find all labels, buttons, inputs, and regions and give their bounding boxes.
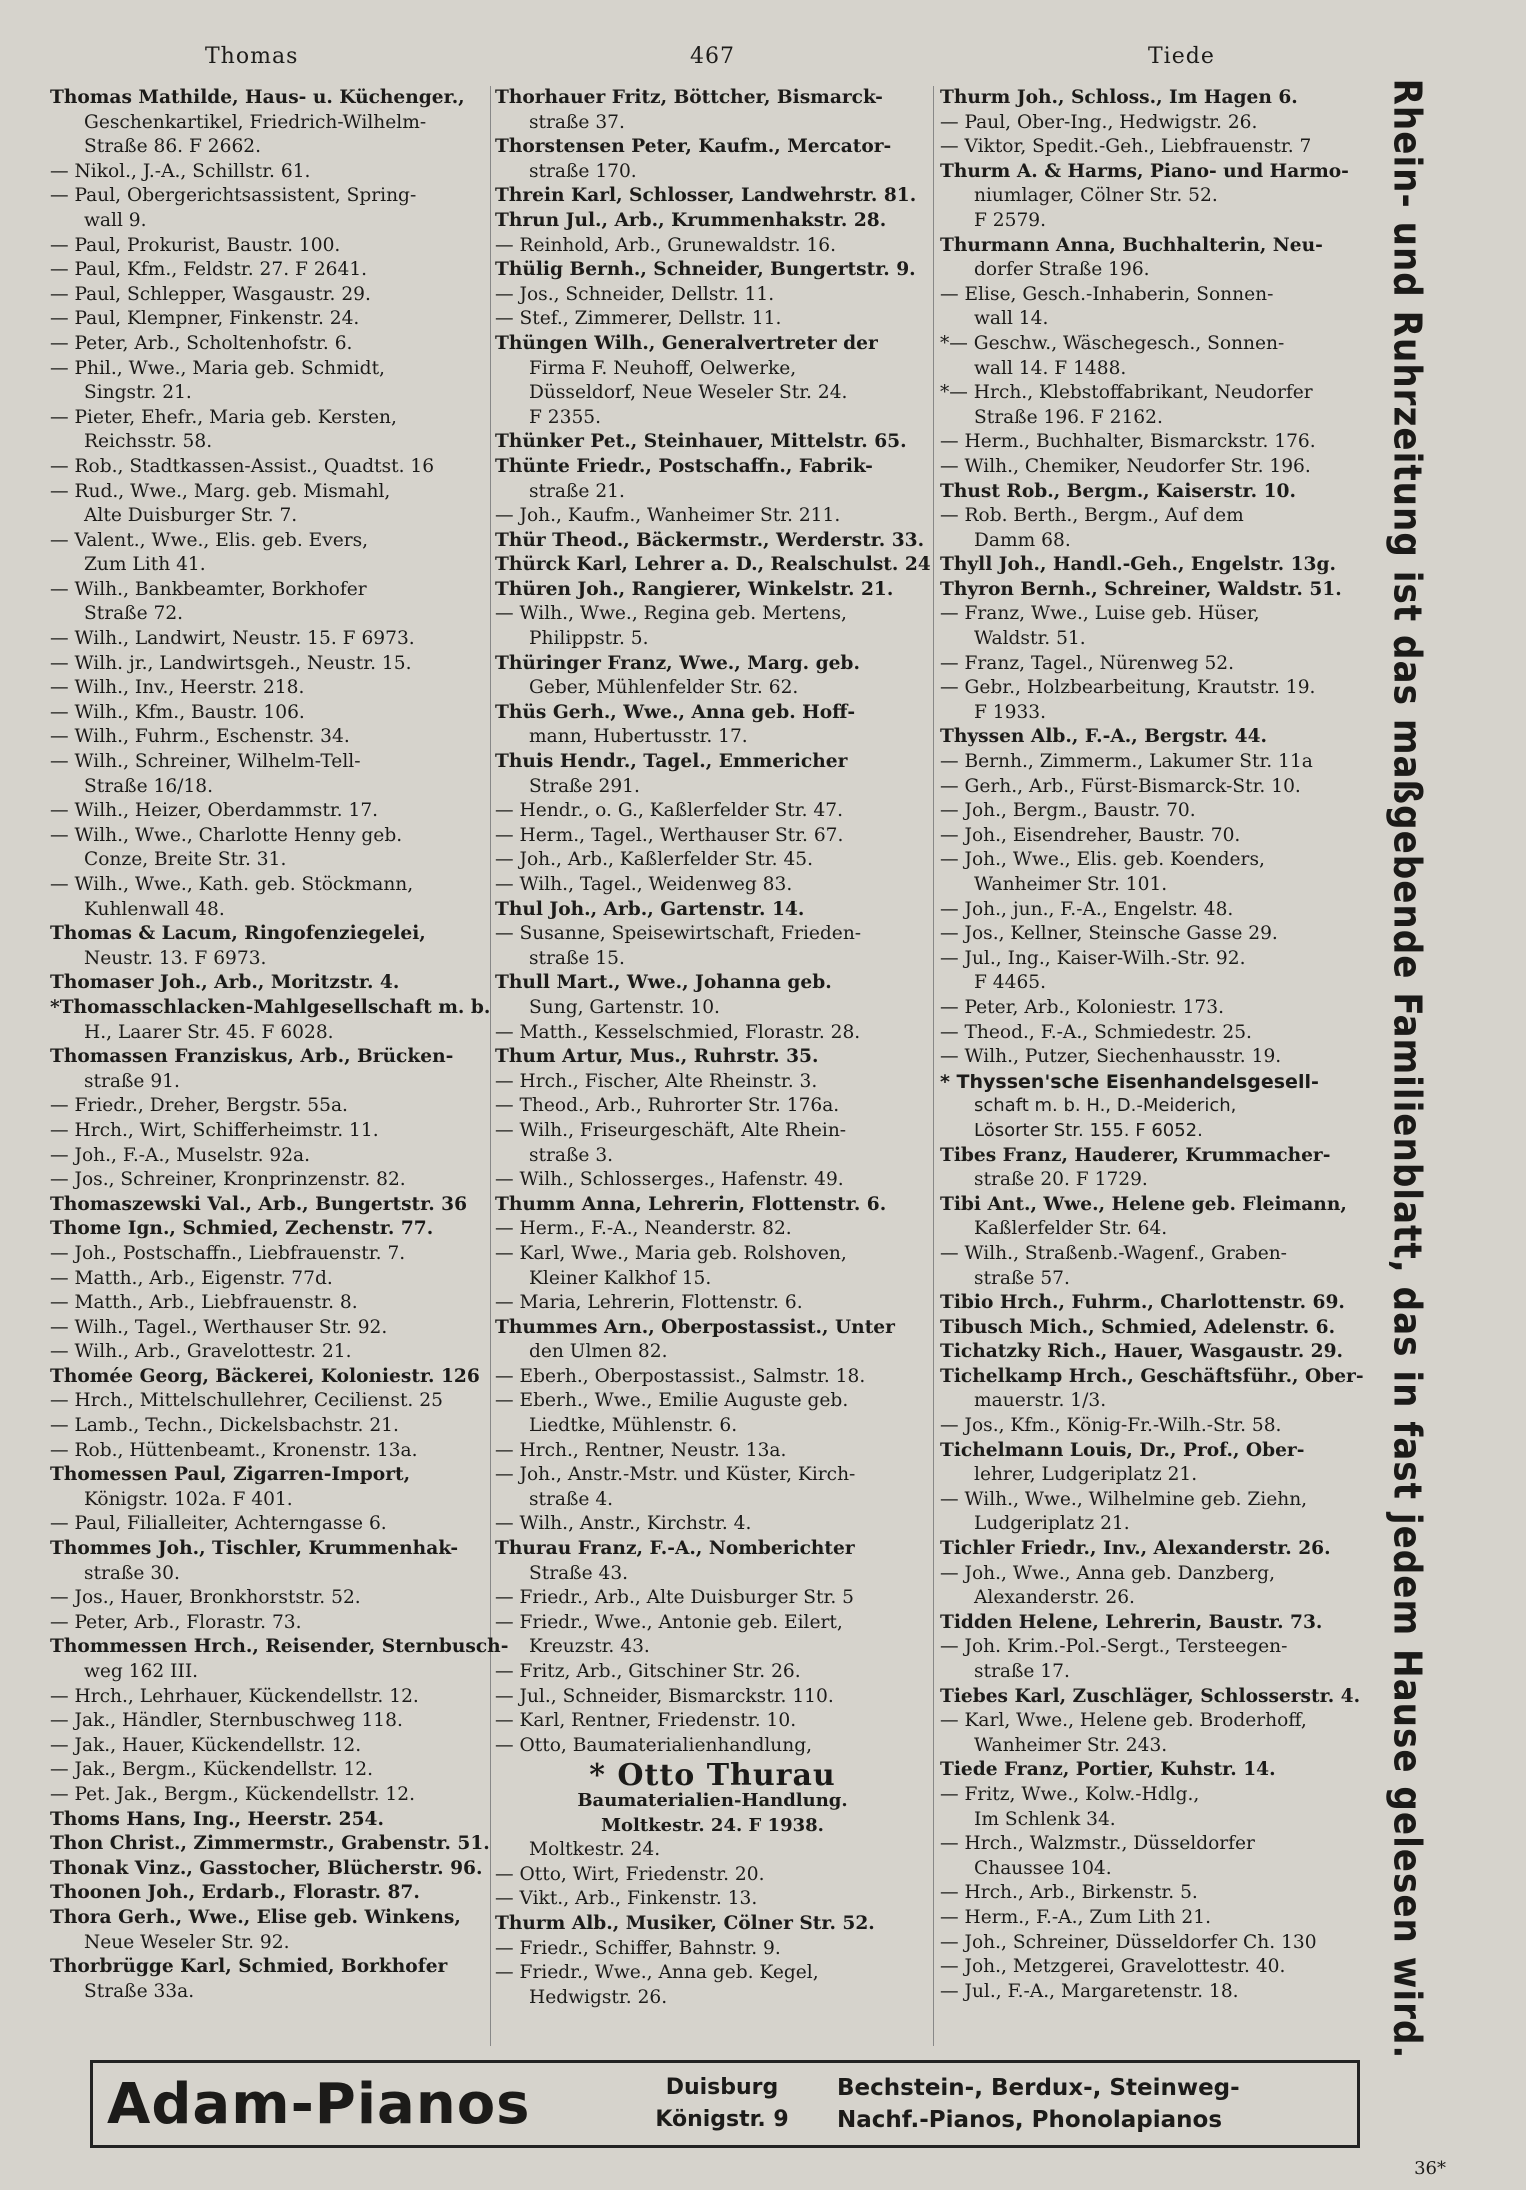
directory-entry-line: — Paul, Kfm., Feldstr. 27. F 2641. [50, 259, 368, 281]
directory-entry-line: Waldstr. 51. [974, 628, 1086, 650]
directory-entry-head: Thommessen Hrch., Reisender, Sternbusch- [50, 1636, 509, 1658]
directory-entry-line: Kuhlenwall 48. [84, 898, 225, 920]
directory-entry-head: Tiebes Karl, Zuschläger, Schlosserstr. 4. [940, 1685, 1361, 1707]
directory-entry-line: — Viktor, Spedit.-Geh., Liebfrauenstr. 7 [940, 136, 1312, 158]
directory-entry-line: — Phil., Wwe., Maria geb. Schmidt, [50, 357, 385, 379]
directory-entry-head: Tichelkamp Hrch., Geschäftsführ., Ober- [940, 1365, 1364, 1387]
directory-entry-line: — Jul., Schneider, Bismarckstr. 110. [495, 1685, 834, 1707]
directory-entry-line: — Joh., F.-A., Muselstr. 92a. [50, 1144, 311, 1166]
directory-entry-head: Thull Mart., Wwe., Johanna geb. [495, 972, 832, 994]
directory-entry-line: — Reinhold, Arb., Grunewaldstr. 16. [495, 234, 837, 256]
directory-entry-line: — Nikol., J.-A., Schillstr. 61. [50, 160, 311, 182]
directory-entry-line: Neue Weseler Str. 92. [84, 1931, 290, 1953]
directory-entry-line: — Joh., Kaufm., Wanheimer Str. 211. [495, 505, 841, 527]
directory-entry-line: Conze, Breite Str. 31. [84, 849, 287, 871]
directory-entry-line: — Wilh., Putzer, Siechenhausstr. 19. [940, 1046, 1282, 1068]
directory-entry-line: — Jos., Schneider, Dellstr. 11. [495, 283, 775, 305]
directory-entry-line: lehrer, Ludgeriplatz 21. [974, 1464, 1198, 1486]
directory-entry-line: Firma F. Neuhoff, Oelwerke, [529, 357, 797, 379]
directory-entry-line: — Paul, Klempner, Finkenstr. 24. [50, 308, 360, 330]
directory-entry-line: — Fritz, Wwe., Kolw.-Hdlg., [940, 1783, 1200, 1805]
directory-entry-head: Tidden Helene, Lehrerin, Baustr. 73. [940, 1611, 1323, 1633]
directory-entry-line: — Wilh., Schlosserges., Hafenstr. 49. [495, 1169, 844, 1191]
directory-entry-head: *Thomasschlacken-Mahlgesellschaft m. b. [50, 996, 491, 1018]
directory-entry-line: dorfer Straße 196. [974, 259, 1150, 281]
directory-column-2 [495, 86, 930, 2010]
directory-entry-head: Tichler Friedr., Inv., Alexanderstr. 26. [940, 1538, 1331, 1560]
directory-entry-line: — Friedr., Wwe., Antonie geb. Eilert, [495, 1611, 843, 1633]
directory-entry-line: Kleiner Kalkhof 15. [529, 1267, 712, 1289]
directory-entry-line: — Joh., Anstr.-Mstr. und Küster, Kirch- [495, 1464, 856, 1486]
directory-entry-line: — Paul, Filialleiter, Achterngasse 6. [50, 1513, 387, 1535]
directory-entry-line: — Peter, Arb., Koloniestr. 173. [940, 996, 1225, 1018]
ad-contact: Moltkestr. 24. F 1938. [601, 1814, 824, 1836]
directory-entry-head: Tichatzky Rich., Hauer, Wasgaustr. 29. [940, 1341, 1344, 1363]
directory-entry-line: — Otto, Wirt, Friedenstr. 20. [495, 1863, 765, 1885]
directory-entry-head: Tibio Hrch., Fuhrm., Charlottenstr. 69. [940, 1292, 1345, 1314]
directory-entry-head: Thon Christ., Zimmermstr., Grabenstr. 51. [50, 1833, 490, 1855]
directory-entry-line: — Jak., Bergm., Kückendellstr. 12. [50, 1759, 374, 1781]
directory-entry-line: straße 91. [84, 1070, 180, 1092]
directory-entry-line: — Friedr., Wwe., Anna geb. Kegel, [495, 1962, 819, 1984]
directory-entry-line: — Rob., Stadtkassen-Assist., Quadtst. 16 [50, 455, 435, 477]
directory-entry-line: — Wilh., Straßenb.-Wagenf., Graben- [940, 1242, 1287, 1264]
directory-entry-line: — Stef., Zimmerer, Dellstr. 11. [495, 308, 782, 330]
directory-entry-line: — Wilh., Bankbeamter, Borkhofer [50, 578, 367, 600]
directory-entry-line: — Wilh., Arb., Gravelottestr. 21. [50, 1341, 352, 1363]
directory-entry-line: — Vikt., Arb., Finkenstr. 13. [495, 1888, 758, 1910]
directory-entry-line: — Herm., Buchhalter, Bismarckstr. 176. [940, 431, 1316, 453]
directory-entry-line: — Hrch., Fischer, Alte Rheinstr. 3. [495, 1070, 818, 1092]
directory-entry-line: — Paul, Ober-Ing., Hedwigstr. 26. [940, 111, 1258, 133]
directory-entry-line: wall 9. [84, 209, 147, 231]
directory-entry-line: — Wilh., Heizer, Oberdammstr. 17. [50, 800, 379, 822]
directory-entry-line: straße 37. [529, 111, 625, 133]
ad-brands-line-2: Nachf.-Pianos, Phonolapianos [837, 2107, 1223, 2133]
directory-entry-line: — Jos., Kellner, Steinsche Gasse 29. [940, 923, 1278, 945]
directory-entry-line: — Wilh., Anstr., Kirchstr. 4. [495, 1513, 752, 1535]
directory-entry-line: — Herm., Tagel., Werthauser Str. 67. [495, 824, 844, 846]
directory-entry-line: — Gebr., Holzbearbeitung, Krautstr. 19. [940, 677, 1316, 699]
directory-entry-head: Thülig Bernh., Schneider, Bungertstr. 9. [495, 259, 916, 281]
directory-entry-head: Thurm Joh., Schloss., Im Hagen 6. [940, 87, 1298, 108]
directory-entry-line: — Jul., F.-A., Margaretenstr. 18. [940, 1980, 1239, 2002]
directory-entry-head: Thummes Arn., Oberpostassist., Unter [495, 1316, 895, 1338]
directory-entry-line: Neustr. 13. F 6973. [84, 947, 267, 969]
directory-entry-head: Thüren Joh., Rangierer, Winkelstr. 21. [495, 578, 894, 600]
directory-entry-line: — Wilh., Inv., Heerstr. 218. [50, 677, 305, 699]
directory-entry-line: — Joh., Schreiner, Düsseldorfer Ch. 130 [940, 1931, 1317, 1953]
directory-entry-head: Tibi Ant., Wwe., Helene geb. Fleimann, [940, 1193, 1347, 1215]
directory-entry-line: Königstr. 102a. F 401. [84, 1488, 293, 1510]
directory-entry-head: Thoms Hans, Ing., Heerstr. 254. [50, 1808, 384, 1830]
directory-entry-line: — Rud., Wwe., Marg. geb. Mismahl, [50, 480, 391, 502]
directory-entry-line: Reichsstr. 58. [84, 431, 213, 453]
running-head-left: Thomas [205, 44, 299, 69]
directory-entry-line: — Hrch., Wirt, Schifferheimstr. 11. [50, 1119, 379, 1141]
directory-entry-line: Liedtke, Mühlenstr. 6. [529, 1415, 738, 1437]
directory-entry-head: Thust Rob., Bergm., Kaiserstr. 10. [940, 480, 1296, 502]
directory-entry-line: wall 14. [974, 308, 1049, 330]
directory-entry-line: — Paul, Schlepper, Wasgaustr. 29. [50, 283, 371, 305]
directory-entry-line: — Otto, Baumaterialienhandlung, [495, 1734, 813, 1756]
directory-entry-line: — Franz, Wwe., Luise geb. Hüser, [940, 603, 1260, 625]
directory-entry-line: Moltkestr. 24. [529, 1839, 661, 1861]
piano-advertisement [90, 2060, 1360, 2148]
directory-entry-line: straße 3. [529, 1144, 614, 1166]
column-divider [933, 86, 934, 2046]
directory-entry-line: — Joh., jun., F.-A., Engelstr. 48. [940, 898, 1234, 920]
directory-entry-line: *— Hrch., Klebstoffabrikant, Neudorfer [940, 382, 1313, 404]
directory-entry-line: Ludgeriplatz 21. [974, 1513, 1130, 1535]
directory-entry-line: — Wilh., Tagel., Werthauser Str. 92. [50, 1316, 388, 1338]
directory-entry-line: — Joh., Wwe., Elis. geb. Koenders, [940, 849, 1265, 871]
directory-entry-line: — Karl, Wwe., Maria geb. Rolshoven, [495, 1242, 847, 1264]
directory-entry-head: Thorstensen Peter, Kaufm., Mercator- [495, 136, 892, 158]
directory-entry-head: Tiede Franz, Portier, Kuhstr. 14. [940, 1759, 1276, 1781]
directory-entry-line: — Matth., Arb., Eigenstr. 77d. [50, 1267, 333, 1289]
directory-entry-line: Straße 196. F 2162. [974, 406, 1163, 428]
directory-entry-line: — Paul, Prokurist, Baustr. 100. [50, 234, 341, 256]
directory-entry-line: niumlager, Cölner Str. 52. [974, 185, 1218, 207]
directory-entry-line: Straße 291. [529, 775, 640, 797]
directory-entry-head: Thomaser Joh., Arb., Moritzstr. 4. [50, 972, 400, 994]
directory-entry-head: Tichelmann Louis, Dr., Prof., Ober- [940, 1439, 1305, 1461]
directory-entry-line: — Matth., Arb., Liebfrauenstr. 8. [50, 1292, 358, 1314]
directory-entry-head: Thüs Gerh., Wwe., Anna geb. Hoff- [495, 701, 856, 723]
directory-entry-head: Thum Artur, Mus., Ruhrstr. 35. [495, 1046, 819, 1068]
directory-entry-line: — Peter, Arb., Florastr. 73. [50, 1611, 302, 1633]
directory-entry-line: Geschenkartikel, Friedrich-Wilhelm- [84, 111, 427, 133]
ad-title: * Otto Thurau [589, 1758, 836, 1794]
directory-entry-line: — Joh., Metzgerei, Gravelottestr. 40. [940, 1956, 1286, 1978]
directory-entry-line: Zum Lith 41. [84, 554, 206, 576]
directory-entry-line: Lösorter Str. 155. F 6052. [974, 1119, 1203, 1141]
directory-entry-line: Straße 43. [529, 1562, 629, 1584]
directory-entry-head: Thyll Joh., Handl.-Geh., Engelstr. 13g. [940, 554, 1336, 576]
ad-location [627, 2072, 817, 2136]
directory-entry-line: — Wilh., Fuhrm., Eschenstr. 34. [50, 726, 350, 748]
directory-entry-line: — Wilh., Wwe., Kath. geb. Stöckmann, [50, 874, 414, 895]
directory-entry-head: Thurmann Anna, Buchhalterin, Neu- [940, 234, 1323, 256]
directory-entry-line: — Wilh., Wwe., Wilhelmine geb. Ziehn, [940, 1488, 1308, 1510]
directory-entry-line: Straße 16/18. [84, 775, 214, 797]
directory-entry-line: Sung, Gartenstr. 10. [529, 996, 720, 1018]
directory-entry-line: wall 14. F 1488. [974, 357, 1127, 379]
directory-entry-line: — Pieter, Ehefr., Maria geb. Kersten, [50, 406, 397, 428]
directory-entry-line: — Jul., Ing., Kaiser-Wilh.-Str. 92. [940, 947, 1246, 969]
ad-brand: Adam-Pianos [107, 2071, 531, 2137]
directory-entry-line: F 1933. [974, 701, 1047, 723]
directory-entry-line: straße 20. F 1729. [974, 1169, 1148, 1191]
directory-entry-line: Straße 33a. [84, 1980, 195, 2002]
directory-entry-line: — Joh. Krim.-Pol.-Sergt., Tersteegen- [940, 1636, 1288, 1658]
directory-entry-line: — Wilh. jr., Landwirtsgeh., Neustr. 15. [50, 652, 412, 674]
directory-entry-line: — Hrch., Mittelschullehrer, Cecilienst. 25 [50, 1390, 443, 1412]
directory-entry-line: F 2355. [529, 406, 602, 428]
directory-entry-head: Thüringer Franz, Wwe., Marg. geb. [495, 652, 860, 674]
running-head-right: Tiede [1148, 44, 1215, 69]
ad-brands [817, 2072, 1240, 2136]
directory-entry-line: den Ulmen 82. [529, 1341, 668, 1363]
directory-entry-line: — Lamb., Techn., Dickelsbachstr. 21. [50, 1415, 399, 1437]
directory-entry-head: Thomée Georg, Bäckerei, Koloniestr. 126 [50, 1365, 480, 1387]
directory-entry-line: Chaussee 104. [974, 1857, 1112, 1879]
page-number: 467 [690, 44, 735, 69]
directory-entry-line: H., Laarer Str. 45. F 6028. [84, 1021, 334, 1043]
directory-entry-line: — Rob. Berth., Bergm., Auf dem [940, 505, 1244, 527]
directory-entry-line: — Paul, Obergerichtsassistent, Spring- [50, 185, 417, 207]
directory-entry-line: straße 57. [974, 1267, 1070, 1289]
directory-entry-line: mauerstr. 1/3. [974, 1390, 1107, 1412]
directory-entry-line: * Thyssen'sche Eisenhandelsgesell- [940, 1070, 1319, 1093]
directory-entry-line: — Wilh., Schreiner, Wilhelm-Tell- [50, 751, 361, 773]
directory-entry-line: — Friedr., Schiffer, Bahnstr. 9. [495, 1937, 781, 1959]
directory-entry-line: — Hrch., Arb., Birkenstr. 5. [940, 1882, 1198, 1904]
directory-entry-line: — Joh., Wwe., Anna geb. Danzberg, [940, 1562, 1275, 1584]
directory-entry-line: — Fritz, Arb., Gitschiner Str. 26. [495, 1661, 801, 1682]
directory-entry-line: — Franz, Tagel., Nürenweg 52. [940, 652, 1235, 674]
directory-entry-line: — Herm., F.-A., Zum Lith 21. [940, 1906, 1211, 1928]
directory-entry-head: Thonak Vinz., Gasstocher, Blücherstr. 96. [50, 1857, 483, 1879]
directory-entry-line: — Karl, Wwe., Helene geb. Broderhoff, [940, 1710, 1307, 1732]
directory-entry-line: — Jos., Kfm., König-Fr.-Wilh.-Str. 58. [940, 1415, 1282, 1437]
directory-entry-line: — Joh., Postschaffn., Liebfrauenstr. 7. [50, 1242, 406, 1264]
directory-entry-head: Thüngen Wilh., Generalvertreter der [495, 332, 878, 354]
directory-entry-line: Damm 68. [974, 529, 1071, 551]
directory-column-3 [940, 86, 1364, 2004]
directory-entry-line: straße 170. [529, 160, 637, 182]
directory-entry-line: — Karl, Rentner, Friedenstr. 10. [495, 1710, 797, 1732]
directory-entry-head: Thuis Hendr., Tagel., Emmericher [495, 751, 848, 773]
directory-entry-line: Straße 86. F 2662. [84, 136, 262, 158]
directory-entry-head: Thurm Alb., Musiker, Cölner Str. 52. [495, 1912, 875, 1934]
directory-entry-head: Thünte Friedr., Postschaffn., Fabrik- [495, 455, 873, 477]
directory-entry-head: Threin Karl, Schlosser, Landwehrstr. 81. [495, 185, 917, 207]
directory-entry-line: — Valent., Wwe., Elis. geb. Evers, [50, 529, 369, 551]
directory-entry-head: Thomas Mathilde, Haus- u. Küchenger., [50, 87, 465, 108]
directory-entry-line: — Maria, Lehrerin, Flottenstr. 6. [495, 1292, 803, 1314]
directory-entry-line: — Hrch., Rentner, Neustr. 13a. [495, 1439, 787, 1461]
thurau-advertisement [495, 1758, 930, 1838]
directory-entry-line: — Joh., Bergm., Baustr. 70. [940, 800, 1196, 822]
directory-entry-line: — Herm., F.-A., Neanderstr. 82. [495, 1218, 792, 1240]
directory-entry-line: Im Schlenk 34. [974, 1808, 1116, 1830]
directory-entry-head: Thul Joh., Arb., Gartenstr. 14. [495, 898, 805, 920]
directory-entry-line: Alte Duisburger Str. 7. [84, 505, 298, 527]
directory-entry-line: Kreuzstr. 43. [529, 1636, 650, 1658]
directory-entry-head: Thürck Karl, Lehrer a. D., Realschulst. 24 [495, 554, 931, 576]
signature-mark: 36* [1414, 2158, 1446, 2179]
directory-entry-line: F 2579. [974, 209, 1047, 231]
directory-entry-head: Thurau Franz, F.-A., Nomberichter [495, 1538, 855, 1560]
directory-entry-head: Thür Theod., Bäckermstr., Werderstr. 33. [495, 529, 925, 551]
directory-entry-line: — Theod., F.-A., Schmiedestr. 25. [940, 1021, 1252, 1043]
directory-entry-head: Thyssen Alb., F.-A., Bergstr. 44. [940, 726, 1267, 748]
directory-entry-head: Thorbrügge Karl, Schmied, Borkhofer [50, 1956, 448, 1978]
directory-entry-head: Tibes Franz, Hauderer, Krummacher- [940, 1144, 1331, 1166]
directory-entry-line: straße 21. [529, 480, 625, 502]
directory-entry-head: Thomas & Lacum, Ringofenziegelei, [50, 923, 426, 945]
directory-entry-line: — Hendr., o. G., Kaßlerfelder Str. 47. [495, 800, 844, 822]
directory-entry-line: straße 4. [529, 1488, 614, 1510]
directory-entry-head: Thyron Bernh., Schreiner, Waldstr. 51. [940, 578, 1342, 600]
directory-entry-line: — Eberh., Oberpostassist., Salmstr. 18. [495, 1365, 866, 1387]
directory-entry-head: Thomaszewski Val., Arb., Bungertstr. 36 [50, 1193, 468, 1215]
directory-entry-head: Thurm A. & Harms, Piano- und Harmo- [940, 160, 1349, 182]
directory-entry-line: — Gerh., Arb., Fürst-Bismarck-Str. 10. [940, 775, 1301, 797]
directory-entry-head: Thorhauer Fritz, Böttcher, Bismarck- [495, 87, 883, 108]
directory-entry-line: mann, Hubertusstr. 17. [529, 726, 748, 748]
directory-entry-line: — Joh., Eisendreher, Baustr. 70. [940, 824, 1241, 846]
directory-entry-line: Wanheimer Str. 101. [974, 874, 1168, 895]
directory-entry-head: Thünker Pet., Steinhauer, Mittelstr. 65. [495, 431, 907, 453]
directory-entry-line: — Friedr., Dreher, Bergstr. 55a. [50, 1095, 348, 1117]
newspaper-banner [1372, 78, 1442, 2059]
directory-entry-line: Kaßlerfelder Str. 64. [974, 1218, 1168, 1240]
directory-entry-line: — Hrch., Walzmstr., Düsseldorfer [940, 1833, 1255, 1855]
directory-entry-line: — Susanne, Speisewirtschaft, Frieden- [495, 923, 862, 945]
directory-entry-line: straße 17. [974, 1661, 1070, 1682]
directory-entry-line: — Bernh., Zimmerm., Lakumer Str. 11a [940, 751, 1313, 773]
directory-entry-line: — Wilh., Tagel., Weidenweg 83. [495, 874, 793, 895]
directory-entry-line: — Jak., Hauer, Kückendellstr. 12. [50, 1734, 362, 1756]
directory-entry-line: F 4465. [974, 972, 1047, 994]
directory-entry-line: Wanheimer Str. 243. [974, 1734, 1168, 1756]
ad-subtitle: Baumaterialien-Handlung. [577, 1789, 848, 1811]
directory-entry-line: — Wilh., Wwe., Charlotte Henny geb. [50, 824, 403, 846]
directory-entry-line: schaft m. b. H., D.-Meiderich, [974, 1095, 1237, 1117]
directory-entry-line: weg 162 III. [84, 1661, 199, 1682]
directory-entry-line: — Jak., Händler, Sternbuschweg 118. [50, 1710, 403, 1732]
directory-entry-line: — Friedr., Arb., Alte Duisburger Str. 5 [495, 1587, 854, 1609]
ad-brands-line-1: Bechstein-, Berdux-, Steinweg- [837, 2075, 1240, 2101]
directory-entry-line: Straße 72. [84, 603, 184, 625]
directory-entry-line: — Rob., Hüttenbeamt., Kronenstr. 13a. [50, 1439, 418, 1461]
directory-entry-line: — Wilh., Kfm., Baustr. 106. [50, 701, 305, 723]
directory-entry-line: — Jos., Schreiner, Kronprinzenstr. 82. [50, 1169, 406, 1191]
directory-entry-line: — Eberh., Wwe., Emilie Auguste geb. [495, 1390, 849, 1412]
directory-entry-head: Thome Ign., Schmied, Zechenstr. 77. [50, 1218, 434, 1240]
directory-entry-line: — Matth., Kesselschmied, Florastr. 28. [495, 1021, 861, 1043]
directory-entry-line: — Peter, Arb., Scholtenhofstr. 6. [50, 332, 353, 354]
directory-entry-line: — Jos., Hauer, Bronkhorststr. 52. [50, 1587, 361, 1609]
directory-entry-head: Thommes Joh., Tischler, Krummenhak- [50, 1538, 459, 1560]
directory-entry-head: Thomassen Franziskus, Arb., Brücken- [50, 1046, 454, 1068]
directory-entry-line: — Theod., Arb., Ruhrorter Str. 176a. [495, 1095, 840, 1117]
directory-entry-line: Philippstr. 5. [529, 628, 649, 650]
directory-entry-head: Thora Gerh., Wwe., Elise geb. Winkens, [50, 1906, 461, 1928]
directory-entry-line: Hedwigstr. 26. [529, 1986, 668, 2008]
directory-entry-line: straße 15. [529, 947, 625, 969]
directory-entry-head: Tibusch Mich., Schmied, Adelenstr. 6. [940, 1316, 1336, 1338]
banner-text: Rhein- und Ruhrzeitung ist das maßgebende Familienblatt, das in fast jedem Hause gelesen wird. [1385, 78, 1429, 2059]
ad-city: Duisburg [665, 2075, 779, 2100]
directory-entry-line: Alexanderstr. 26. [974, 1587, 1135, 1609]
directory-entry-head: Thomessen Paul, Zigarren-Import, [50, 1464, 411, 1486]
directory-entry-line: — Joh., Arb., Kaßlerfelder Str. 45. [495, 849, 814, 871]
ad-address: Königstr. 9 [655, 2107, 789, 2132]
directory-entry-line: *— Geschw., Wäschegesch., Sonnen- [940, 332, 1285, 354]
directory-entry-line: — Wilh., Chemiker, Neudorfer Str. 196. [940, 455, 1311, 477]
directory-entry-line: Geber, Mühlenfelder Str. 62. [529, 677, 799, 699]
directory-entry-line: — Wilh., Landwirt, Neustr. 15. F 6973. [50, 628, 415, 650]
directory-entry-line: Düsseldorf, Neue Weseler Str. 24. [529, 382, 848, 404]
directory-entry-line: — Elise, Gesch.-Inhaberin, Sonnen- [940, 283, 1274, 305]
directory-entry-line: — Hrch., Lehrhauer, Kückendellstr. 12. [50, 1685, 419, 1707]
directory-entry-head: Thoonen Joh., Erdarb., Florastr. 87. [50, 1882, 420, 1904]
directory-entry-head: Thumm Anna, Lehrerin, Flottenstr. 6. [495, 1193, 887, 1215]
directory-entry-line: — Pet. Jak., Bergm., Kückendellstr. 12. [50, 1783, 416, 1805]
directory-entry-head: Thrun Jul., Arb., Krummenhakstr. 28. [495, 209, 887, 231]
directory-entry-line: — Wilh., Friseurgeschäft, Alte Rhein- [495, 1119, 847, 1141]
directory-entry-line: straße 30. [84, 1562, 180, 1584]
directory-entry-line: — Wilh., Wwe., Regina geb. Mertens, [495, 603, 847, 625]
directory-entry-line: Singstr. 21. [84, 382, 192, 404]
directory-column-1 [50, 86, 509, 2004]
